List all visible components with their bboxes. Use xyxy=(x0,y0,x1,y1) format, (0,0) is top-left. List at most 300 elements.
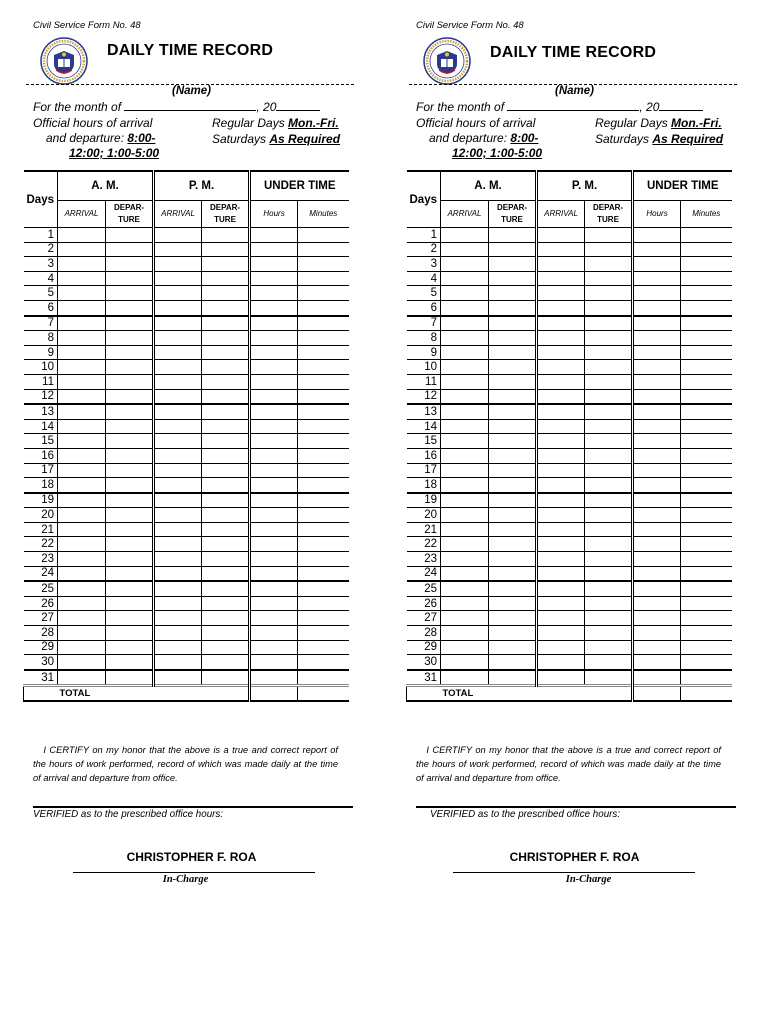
undertime-minutes-cell[interactable] xyxy=(298,374,349,389)
pm-departure-cell[interactable] xyxy=(585,389,633,404)
am-arrival-cell[interactable] xyxy=(441,360,489,375)
am-departure-cell[interactable] xyxy=(489,448,537,463)
pm-departure-cell[interactable] xyxy=(202,419,250,434)
am-arrival-cell[interactable] xyxy=(58,404,106,419)
undertime-minutes-cell[interactable] xyxy=(681,626,732,641)
undertime-hours-cell[interactable] xyxy=(250,434,298,449)
pm-departure-cell[interactable] xyxy=(585,404,633,419)
am-arrival-cell[interactable] xyxy=(58,374,106,389)
am-arrival-cell[interactable] xyxy=(58,670,106,686)
pm-arrival-cell[interactable] xyxy=(154,360,202,375)
am-departure-cell[interactable] xyxy=(489,257,537,272)
undertime-hours-cell[interactable] xyxy=(250,242,298,257)
undertime-hours-cell[interactable] xyxy=(250,360,298,375)
am-departure-cell[interactable] xyxy=(106,626,154,641)
am-arrival-cell[interactable] xyxy=(58,331,106,346)
am-arrival-cell[interactable] xyxy=(441,640,489,655)
am-arrival-cell[interactable] xyxy=(58,300,106,315)
am-arrival-cell[interactable] xyxy=(441,300,489,315)
pm-arrival-cell[interactable] xyxy=(537,596,585,611)
undertime-minutes-cell[interactable] xyxy=(681,640,732,655)
undertime-minutes-cell[interactable] xyxy=(298,522,349,537)
am-arrival-cell[interactable] xyxy=(58,493,106,508)
pm-arrival-cell[interactable] xyxy=(537,655,585,670)
undertime-minutes-cell[interactable] xyxy=(298,271,349,286)
pm-arrival-cell[interactable] xyxy=(154,522,202,537)
pm-arrival-cell[interactable] xyxy=(154,300,202,315)
pm-arrival-cell[interactable] xyxy=(154,228,202,243)
am-arrival-cell[interactable] xyxy=(58,448,106,463)
pm-arrival-cell[interactable] xyxy=(537,331,585,346)
am-departure-cell[interactable] xyxy=(106,345,154,360)
pm-departure-cell[interactable] xyxy=(585,286,633,301)
am-arrival-cell[interactable] xyxy=(441,419,489,434)
am-departure-cell[interactable] xyxy=(489,374,537,389)
undertime-hours-cell[interactable] xyxy=(633,552,681,567)
pm-departure-cell[interactable] xyxy=(202,552,250,567)
pm-departure-cell[interactable] xyxy=(202,670,250,686)
pm-departure-cell[interactable] xyxy=(202,508,250,523)
am-arrival-cell[interactable] xyxy=(441,271,489,286)
undertime-hours-cell[interactable] xyxy=(250,522,298,537)
pm-departure-cell[interactable] xyxy=(202,300,250,315)
undertime-hours-cell[interactable] xyxy=(633,286,681,301)
undertime-hours-cell[interactable] xyxy=(633,640,681,655)
year-blank[interactable] xyxy=(276,100,320,111)
am-arrival-cell[interactable] xyxy=(58,478,106,493)
pm-arrival-cell[interactable] xyxy=(154,419,202,434)
am-arrival-cell[interactable] xyxy=(441,374,489,389)
am-departure-cell[interactable] xyxy=(106,389,154,404)
am-arrival-cell[interactable] xyxy=(441,552,489,567)
undertime-hours-cell[interactable] xyxy=(633,360,681,375)
pm-departure-cell[interactable] xyxy=(585,508,633,523)
am-departure-cell[interactable] xyxy=(489,419,537,434)
pm-arrival-cell[interactable] xyxy=(154,463,202,478)
undertime-hours-cell[interactable] xyxy=(250,508,298,523)
undertime-hours-cell[interactable] xyxy=(250,228,298,243)
total-hours-cell[interactable] xyxy=(633,686,681,702)
am-arrival-cell[interactable] xyxy=(58,286,106,301)
undertime-minutes-cell[interactable] xyxy=(298,389,349,404)
pm-arrival-cell[interactable] xyxy=(537,434,585,449)
am-departure-cell[interactable] xyxy=(489,626,537,641)
am-departure-cell[interactable] xyxy=(106,463,154,478)
pm-arrival-cell[interactable] xyxy=(537,286,585,301)
pm-departure-cell[interactable] xyxy=(585,566,633,581)
am-arrival-cell[interactable] xyxy=(58,626,106,641)
undertime-minutes-cell[interactable] xyxy=(298,228,349,243)
pm-arrival-cell[interactable] xyxy=(154,404,202,419)
am-departure-cell[interactable] xyxy=(106,300,154,315)
undertime-hours-cell[interactable] xyxy=(633,626,681,641)
am-departure-cell[interactable] xyxy=(489,404,537,419)
am-arrival-cell[interactable] xyxy=(441,508,489,523)
undertime-hours-cell[interactable] xyxy=(250,493,298,508)
am-arrival-cell[interactable] xyxy=(58,596,106,611)
pm-arrival-cell[interactable] xyxy=(537,552,585,567)
pm-arrival-cell[interactable] xyxy=(537,257,585,272)
am-arrival-cell[interactable] xyxy=(58,463,106,478)
undertime-hours-cell[interactable] xyxy=(633,257,681,272)
undertime-hours-cell[interactable] xyxy=(250,257,298,272)
am-departure-cell[interactable] xyxy=(106,508,154,523)
am-arrival-cell[interactable] xyxy=(58,611,106,626)
pm-arrival-cell[interactable] xyxy=(537,626,585,641)
undertime-minutes-cell[interactable] xyxy=(681,478,732,493)
undertime-hours-cell[interactable] xyxy=(633,345,681,360)
undertime-minutes-cell[interactable] xyxy=(298,316,349,331)
pm-departure-cell[interactable] xyxy=(585,552,633,567)
undertime-minutes-cell[interactable] xyxy=(681,331,732,346)
total-minutes-cell[interactable] xyxy=(681,686,732,702)
pm-departure-cell[interactable] xyxy=(202,522,250,537)
am-departure-cell[interactable] xyxy=(106,552,154,567)
undertime-minutes-cell[interactable] xyxy=(681,670,732,686)
undertime-minutes-cell[interactable] xyxy=(681,537,732,552)
pm-arrival-cell[interactable] xyxy=(154,345,202,360)
pm-departure-cell[interactable] xyxy=(585,300,633,315)
undertime-minutes-cell[interactable] xyxy=(681,286,732,301)
pm-arrival-cell[interactable] xyxy=(537,463,585,478)
undertime-hours-cell[interactable] xyxy=(633,581,681,596)
pm-departure-cell[interactable] xyxy=(585,463,633,478)
pm-departure-cell[interactable] xyxy=(585,228,633,243)
undertime-hours-cell[interactable] xyxy=(250,300,298,315)
pm-departure-cell[interactable] xyxy=(202,566,250,581)
undertime-hours-cell[interactable] xyxy=(633,463,681,478)
am-arrival-cell[interactable] xyxy=(58,389,106,404)
am-departure-cell[interactable] xyxy=(489,670,537,686)
undertime-minutes-cell[interactable] xyxy=(298,242,349,257)
undertime-hours-cell[interactable] xyxy=(250,463,298,478)
undertime-hours-cell[interactable] xyxy=(250,331,298,346)
pm-arrival-cell[interactable] xyxy=(537,360,585,375)
pm-departure-cell[interactable] xyxy=(202,596,250,611)
month-blank[interactable] xyxy=(507,100,639,111)
undertime-hours-cell[interactable] xyxy=(633,331,681,346)
undertime-minutes-cell[interactable] xyxy=(298,552,349,567)
pm-departure-cell[interactable] xyxy=(585,581,633,596)
am-departure-cell[interactable] xyxy=(489,478,537,493)
undertime-minutes-cell[interactable] xyxy=(681,463,732,478)
pm-arrival-cell[interactable] xyxy=(154,566,202,581)
undertime-hours-cell[interactable] xyxy=(633,374,681,389)
am-departure-cell[interactable] xyxy=(106,331,154,346)
pm-departure-cell[interactable] xyxy=(585,537,633,552)
am-departure-cell[interactable] xyxy=(106,360,154,375)
undertime-hours-cell[interactable] xyxy=(250,419,298,434)
pm-arrival-cell[interactable] xyxy=(537,389,585,404)
pm-departure-cell[interactable] xyxy=(202,316,250,331)
pm-arrival-cell[interactable] xyxy=(154,670,202,686)
month-blank[interactable] xyxy=(124,100,256,111)
undertime-minutes-cell[interactable] xyxy=(298,626,349,641)
pm-departure-cell[interactable] xyxy=(202,389,250,404)
pm-arrival-cell[interactable] xyxy=(154,316,202,331)
am-arrival-cell[interactable] xyxy=(58,508,106,523)
am-arrival-cell[interactable] xyxy=(441,286,489,301)
undertime-minutes-cell[interactable] xyxy=(298,581,349,596)
undertime-hours-cell[interactable] xyxy=(250,670,298,686)
am-departure-cell[interactable] xyxy=(106,404,154,419)
undertime-minutes-cell[interactable] xyxy=(298,345,349,360)
am-departure-cell[interactable] xyxy=(489,345,537,360)
undertime-hours-cell[interactable] xyxy=(633,596,681,611)
pm-departure-cell[interactable] xyxy=(585,640,633,655)
am-arrival-cell[interactable] xyxy=(441,670,489,686)
undertime-minutes-cell[interactable] xyxy=(681,419,732,434)
undertime-minutes-cell[interactable] xyxy=(298,478,349,493)
undertime-minutes-cell[interactable] xyxy=(298,257,349,272)
am-departure-cell[interactable] xyxy=(489,611,537,626)
undertime-minutes-cell[interactable] xyxy=(298,493,349,508)
am-arrival-cell[interactable] xyxy=(58,552,106,567)
pm-arrival-cell[interactable] xyxy=(154,257,202,272)
undertime-minutes-cell[interactable] xyxy=(298,448,349,463)
pm-arrival-cell[interactable] xyxy=(537,404,585,419)
undertime-hours-cell[interactable] xyxy=(250,537,298,552)
am-departure-cell[interactable] xyxy=(489,581,537,596)
pm-departure-cell[interactable] xyxy=(202,345,250,360)
am-arrival-cell[interactable] xyxy=(58,419,106,434)
undertime-minutes-cell[interactable] xyxy=(681,271,732,286)
am-arrival-cell[interactable] xyxy=(441,626,489,641)
pm-arrival-cell[interactable] xyxy=(537,581,585,596)
pm-departure-cell[interactable] xyxy=(202,271,250,286)
undertime-hours-cell[interactable] xyxy=(633,522,681,537)
am-departure-cell[interactable] xyxy=(106,271,154,286)
pm-arrival-cell[interactable] xyxy=(154,493,202,508)
undertime-minutes-cell[interactable] xyxy=(298,286,349,301)
am-arrival-cell[interactable] xyxy=(441,611,489,626)
am-departure-cell[interactable] xyxy=(106,448,154,463)
pm-arrival-cell[interactable] xyxy=(154,374,202,389)
am-departure-cell[interactable] xyxy=(106,640,154,655)
pm-arrival-cell[interactable] xyxy=(154,626,202,641)
pm-departure-cell[interactable] xyxy=(202,493,250,508)
undertime-minutes-cell[interactable] xyxy=(681,581,732,596)
pm-departure-cell[interactable] xyxy=(585,257,633,272)
am-departure-cell[interactable] xyxy=(106,522,154,537)
pm-departure-cell[interactable] xyxy=(202,463,250,478)
am-arrival-cell[interactable] xyxy=(58,257,106,272)
am-arrival-cell[interactable] xyxy=(58,271,106,286)
undertime-minutes-cell[interactable] xyxy=(681,360,732,375)
undertime-hours-cell[interactable] xyxy=(250,404,298,419)
am-arrival-cell[interactable] xyxy=(441,448,489,463)
undertime-minutes-cell[interactable] xyxy=(298,434,349,449)
undertime-minutes-cell[interactable] xyxy=(681,389,732,404)
pm-departure-cell[interactable] xyxy=(585,448,633,463)
am-departure-cell[interactable] xyxy=(489,537,537,552)
pm-departure-cell[interactable] xyxy=(585,374,633,389)
undertime-hours-cell[interactable] xyxy=(250,640,298,655)
am-departure-cell[interactable] xyxy=(489,640,537,655)
pm-departure-cell[interactable] xyxy=(202,228,250,243)
undertime-minutes-cell[interactable] xyxy=(681,345,732,360)
am-departure-cell[interactable] xyxy=(106,670,154,686)
undertime-hours-cell[interactable] xyxy=(250,374,298,389)
pm-arrival-cell[interactable] xyxy=(154,537,202,552)
undertime-minutes-cell[interactable] xyxy=(681,596,732,611)
am-arrival-cell[interactable] xyxy=(441,596,489,611)
am-arrival-cell[interactable] xyxy=(58,242,106,257)
am-departure-cell[interactable] xyxy=(106,537,154,552)
pm-departure-cell[interactable] xyxy=(585,345,633,360)
undertime-minutes-cell[interactable] xyxy=(681,300,732,315)
pm-arrival-cell[interactable] xyxy=(537,478,585,493)
undertime-minutes-cell[interactable] xyxy=(298,331,349,346)
am-arrival-cell[interactable] xyxy=(441,345,489,360)
pm-arrival-cell[interactable] xyxy=(537,537,585,552)
undertime-hours-cell[interactable] xyxy=(633,271,681,286)
pm-departure-cell[interactable] xyxy=(202,640,250,655)
undertime-minutes-cell[interactable] xyxy=(298,537,349,552)
pm-departure-cell[interactable] xyxy=(202,360,250,375)
am-departure-cell[interactable] xyxy=(106,419,154,434)
pm-departure-cell[interactable] xyxy=(585,655,633,670)
am-arrival-cell[interactable] xyxy=(58,434,106,449)
undertime-minutes-cell[interactable] xyxy=(298,360,349,375)
pm-arrival-cell[interactable] xyxy=(537,300,585,315)
undertime-hours-cell[interactable] xyxy=(250,626,298,641)
undertime-minutes-cell[interactable] xyxy=(681,257,732,272)
undertime-hours-cell[interactable] xyxy=(633,404,681,419)
pm-arrival-cell[interactable] xyxy=(537,345,585,360)
pm-departure-cell[interactable] xyxy=(202,581,250,596)
pm-departure-cell[interactable] xyxy=(585,316,633,331)
am-arrival-cell[interactable] xyxy=(441,566,489,581)
pm-arrival-cell[interactable] xyxy=(154,331,202,346)
am-departure-cell[interactable] xyxy=(489,655,537,670)
undertime-hours-cell[interactable] xyxy=(633,655,681,670)
undertime-hours-cell[interactable] xyxy=(250,611,298,626)
am-arrival-cell[interactable] xyxy=(58,581,106,596)
pm-arrival-cell[interactable] xyxy=(537,374,585,389)
pm-arrival-cell[interactable] xyxy=(537,448,585,463)
undertime-minutes-cell[interactable] xyxy=(681,242,732,257)
pm-departure-cell[interactable] xyxy=(585,434,633,449)
undertime-minutes-cell[interactable] xyxy=(681,434,732,449)
pm-departure-cell[interactable] xyxy=(585,360,633,375)
pm-departure-cell[interactable] xyxy=(585,242,633,257)
pm-arrival-cell[interactable] xyxy=(537,640,585,655)
undertime-minutes-cell[interactable] xyxy=(681,611,732,626)
undertime-hours-cell[interactable] xyxy=(633,434,681,449)
pm-departure-cell[interactable] xyxy=(585,419,633,434)
undertime-hours-cell[interactable] xyxy=(250,389,298,404)
pm-arrival-cell[interactable] xyxy=(154,478,202,493)
am-arrival-cell[interactable] xyxy=(441,316,489,331)
pm-arrival-cell[interactable] xyxy=(537,493,585,508)
am-arrival-cell[interactable] xyxy=(58,345,106,360)
am-departure-cell[interactable] xyxy=(489,360,537,375)
am-arrival-cell[interactable] xyxy=(58,316,106,331)
undertime-minutes-cell[interactable] xyxy=(298,655,349,670)
am-arrival-cell[interactable] xyxy=(441,257,489,272)
undertime-hours-cell[interactable] xyxy=(633,670,681,686)
am-arrival-cell[interactable] xyxy=(441,493,489,508)
am-arrival-cell[interactable] xyxy=(58,655,106,670)
am-arrival-cell[interactable] xyxy=(58,566,106,581)
am-departure-cell[interactable] xyxy=(489,300,537,315)
am-departure-cell[interactable] xyxy=(106,374,154,389)
pm-arrival-cell[interactable] xyxy=(154,286,202,301)
undertime-hours-cell[interactable] xyxy=(633,493,681,508)
am-departure-cell[interactable] xyxy=(489,552,537,567)
total-hours-cell[interactable] xyxy=(250,686,298,702)
am-arrival-cell[interactable] xyxy=(58,640,106,655)
year-blank[interactable] xyxy=(659,100,703,111)
undertime-hours-cell[interactable] xyxy=(633,419,681,434)
undertime-minutes-cell[interactable] xyxy=(681,374,732,389)
am-arrival-cell[interactable] xyxy=(58,522,106,537)
am-arrival-cell[interactable] xyxy=(58,360,106,375)
pm-arrival-cell[interactable] xyxy=(154,434,202,449)
pm-arrival-cell[interactable] xyxy=(154,389,202,404)
undertime-minutes-cell[interactable] xyxy=(681,448,732,463)
pm-arrival-cell[interactable] xyxy=(154,581,202,596)
am-departure-cell[interactable] xyxy=(489,242,537,257)
undertime-minutes-cell[interactable] xyxy=(681,522,732,537)
undertime-minutes-cell[interactable] xyxy=(298,611,349,626)
am-departure-cell[interactable] xyxy=(489,271,537,286)
am-departure-cell[interactable] xyxy=(106,655,154,670)
undertime-minutes-cell[interactable] xyxy=(681,493,732,508)
pm-departure-cell[interactable] xyxy=(202,257,250,272)
pm-departure-cell[interactable] xyxy=(202,448,250,463)
pm-departure-cell[interactable] xyxy=(585,611,633,626)
pm-arrival-cell[interactable] xyxy=(537,316,585,331)
am-arrival-cell[interactable] xyxy=(441,389,489,404)
undertime-minutes-cell[interactable] xyxy=(681,228,732,243)
pm-arrival-cell[interactable] xyxy=(154,448,202,463)
undertime-minutes-cell[interactable] xyxy=(298,596,349,611)
undertime-hours-cell[interactable] xyxy=(250,478,298,493)
undertime-minutes-cell[interactable] xyxy=(298,640,349,655)
am-arrival-cell[interactable] xyxy=(58,228,106,243)
pm-departure-cell[interactable] xyxy=(202,537,250,552)
am-arrival-cell[interactable] xyxy=(441,434,489,449)
am-arrival-cell[interactable] xyxy=(441,242,489,257)
pm-departure-cell[interactable] xyxy=(202,478,250,493)
am-departure-cell[interactable] xyxy=(106,434,154,449)
undertime-hours-cell[interactable] xyxy=(633,228,681,243)
pm-departure-cell[interactable] xyxy=(585,670,633,686)
undertime-hours-cell[interactable] xyxy=(250,596,298,611)
am-departure-cell[interactable] xyxy=(106,478,154,493)
undertime-hours-cell[interactable] xyxy=(250,286,298,301)
am-departure-cell[interactable] xyxy=(106,257,154,272)
undertime-minutes-cell[interactable] xyxy=(298,404,349,419)
pm-departure-cell[interactable] xyxy=(202,374,250,389)
pm-arrival-cell[interactable] xyxy=(537,271,585,286)
am-arrival-cell[interactable] xyxy=(441,478,489,493)
am-departure-cell[interactable] xyxy=(489,463,537,478)
pm-departure-cell[interactable] xyxy=(202,331,250,346)
am-departure-cell[interactable] xyxy=(489,493,537,508)
am-departure-cell[interactable] xyxy=(489,434,537,449)
am-departure-cell[interactable] xyxy=(489,286,537,301)
pm-departure-cell[interactable] xyxy=(202,242,250,257)
undertime-minutes-cell[interactable] xyxy=(298,566,349,581)
pm-departure-cell[interactable] xyxy=(202,611,250,626)
am-arrival-cell[interactable] xyxy=(441,581,489,596)
undertime-hours-cell[interactable] xyxy=(633,537,681,552)
undertime-hours-cell[interactable] xyxy=(633,566,681,581)
pm-arrival-cell[interactable] xyxy=(154,611,202,626)
